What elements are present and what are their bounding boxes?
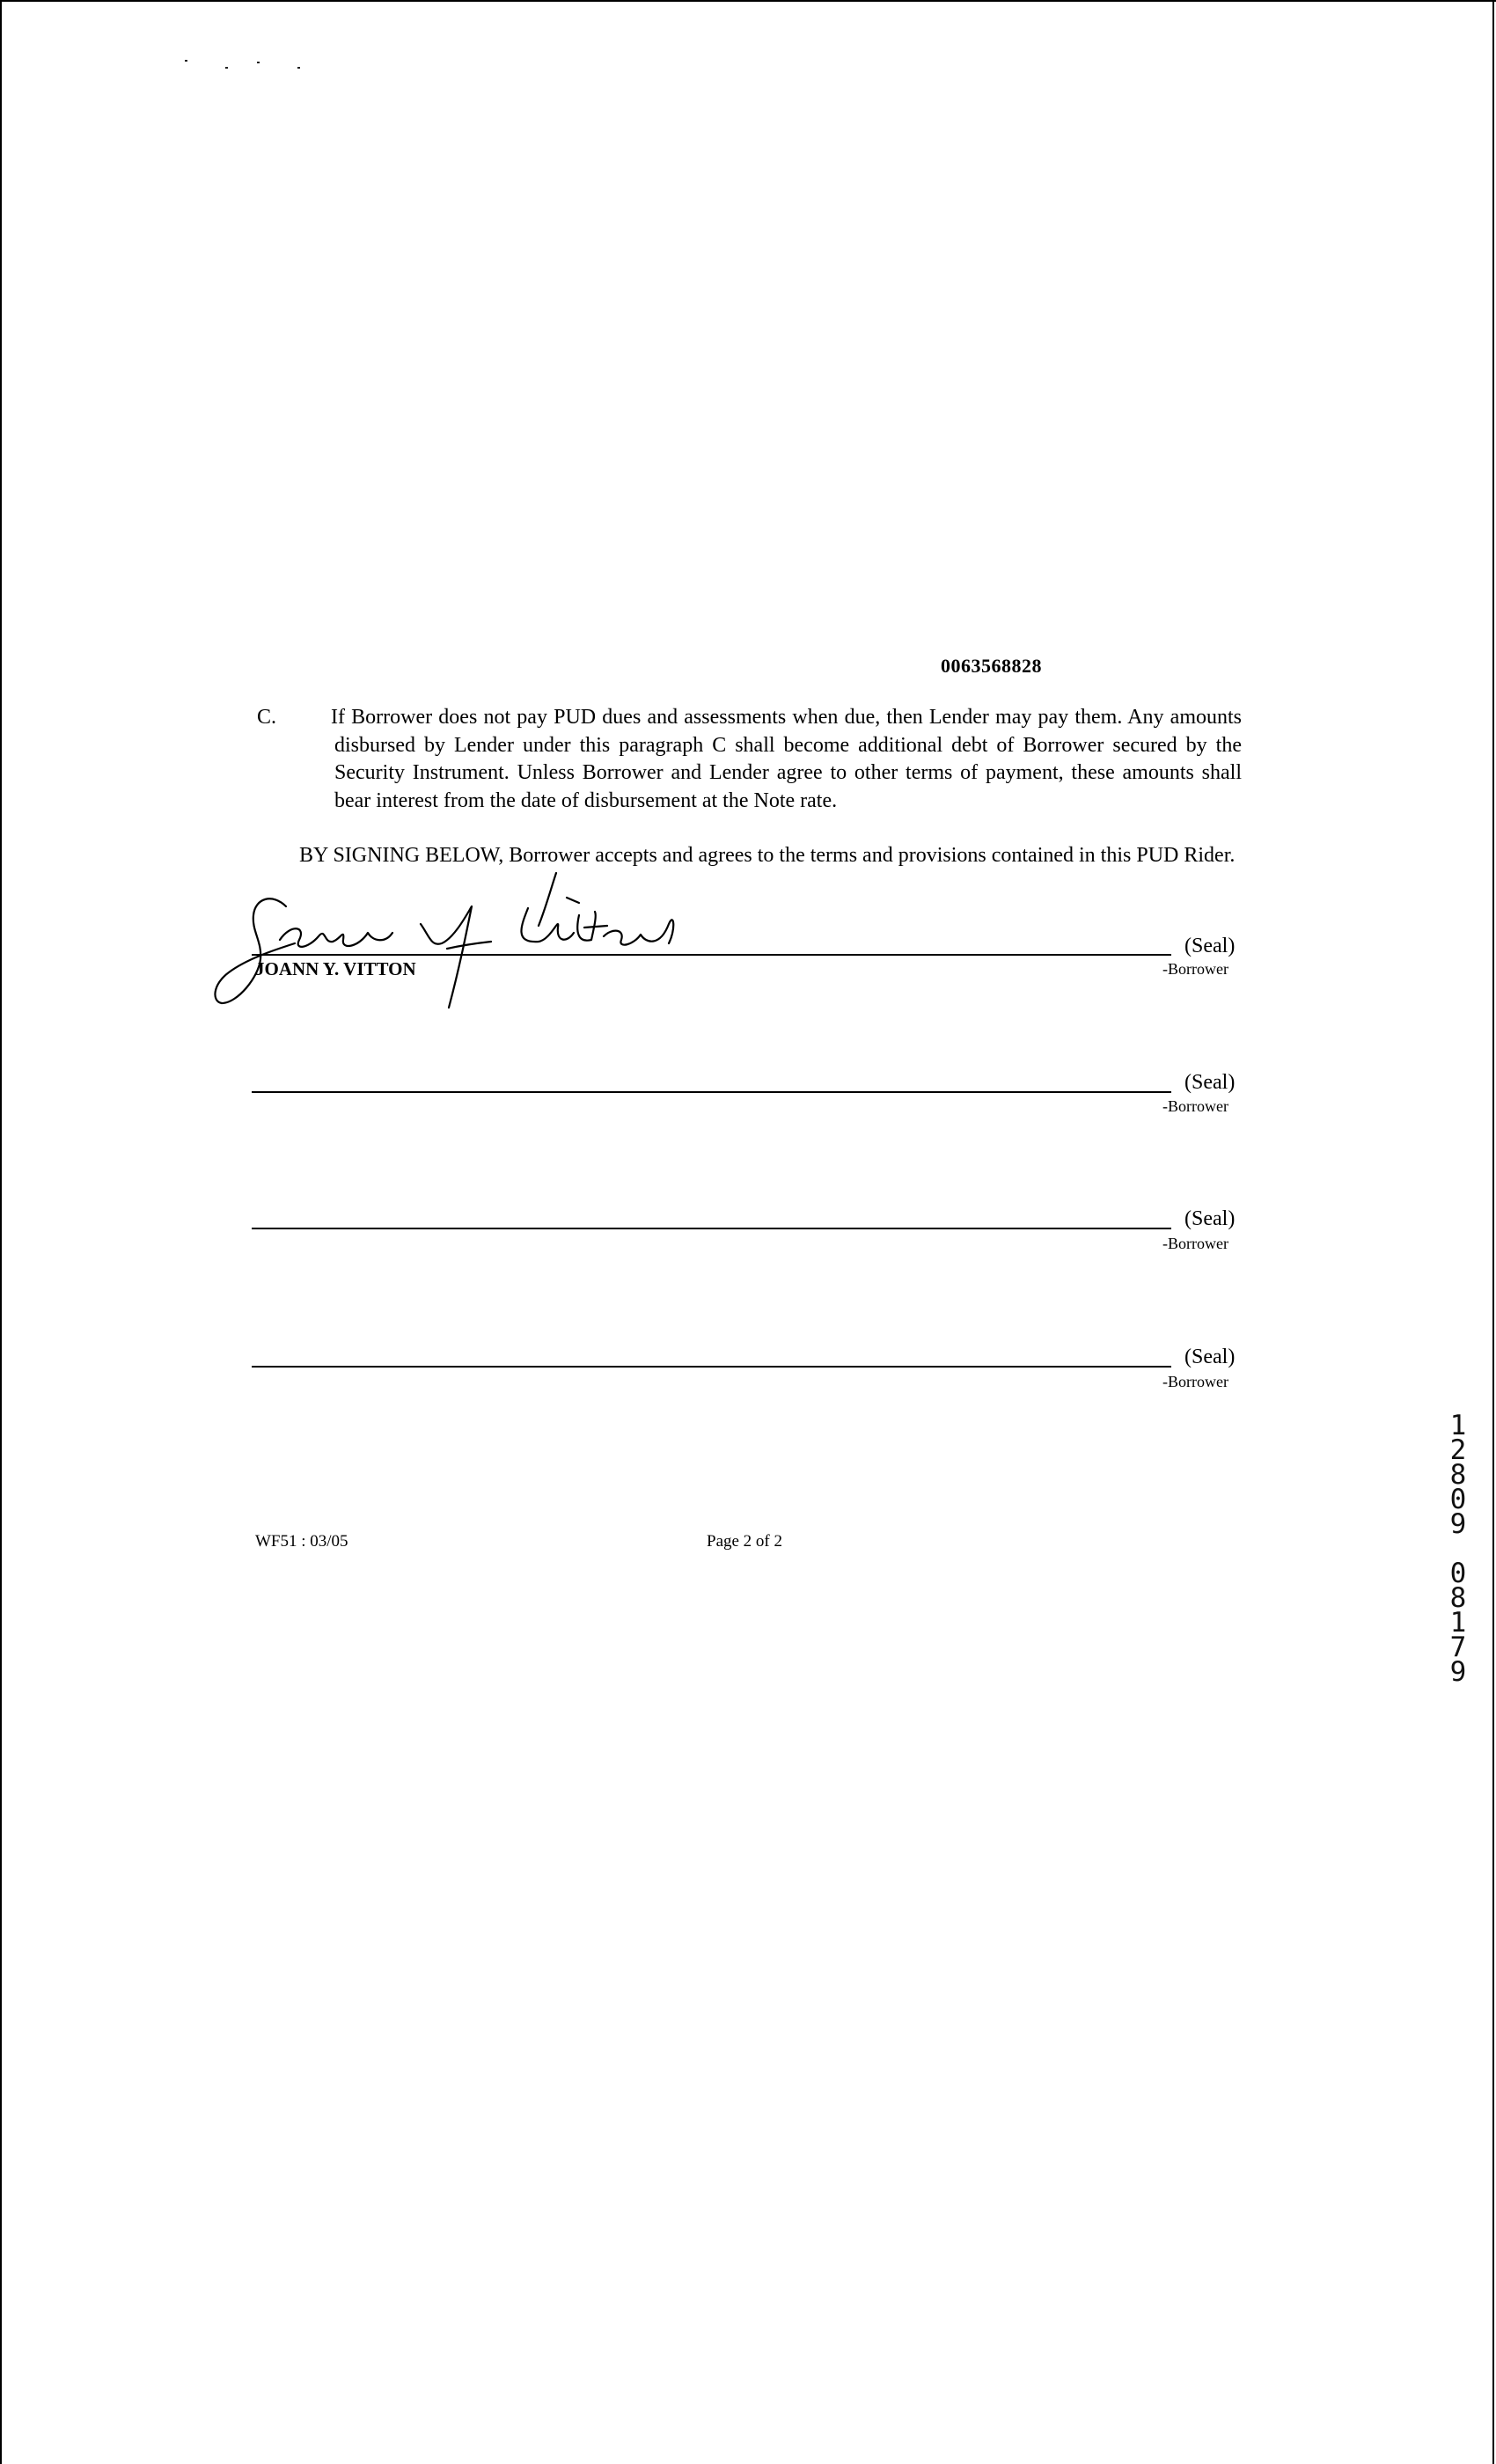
stamp-digit: 1: [1449, 1410, 1467, 1441]
signing-statement: BY SIGNING BELOW, Borrower accepts and agrees to the terms and provisions contained in this PUD Rider.: [299, 844, 1236, 867]
stamp-digit: 0: [1449, 1484, 1467, 1515]
seal-label: (Seal): [1184, 1071, 1236, 1094]
stamp-digit: 8: [1449, 1582, 1467, 1614]
stamp-digit: 1: [1449, 1607, 1467, 1639]
stamp-digit: 9: [1449, 1508, 1467, 1540]
page-number: Page 2 of 2: [707, 1532, 783, 1551]
signature-line: [252, 1228, 1171, 1229]
stamp-digit: 9: [1449, 1656, 1467, 1688]
stamp-digit: 7: [1449, 1632, 1467, 1663]
borrower-printed-name: JOANN Y. VITTON: [255, 958, 416, 979]
handwritten-signature: [211, 862, 704, 1012]
scan-speck: [257, 62, 260, 63]
form-code: WF51 : 03/05: [255, 1532, 348, 1551]
scan-top-edge: [0, 0, 1496, 2]
scan-speck: [225, 67, 228, 69]
signature-line: [252, 1091, 1171, 1093]
scan-right-edge: [1492, 0, 1494, 2464]
borrower-role-label: -Borrower: [1162, 1373, 1228, 1390]
recording-stamp: [1443, 1410, 1473, 1688]
scan-speck: [297, 67, 300, 69]
paragraph-c: [257, 704, 1242, 815]
seal-label: (Seal): [1184, 1207, 1236, 1230]
stamp-digit: 8: [1449, 1459, 1467, 1491]
paragraph-c-letter: C.: [257, 706, 277, 729]
borrower-role-label: -Borrower: [1162, 1097, 1228, 1115]
stamp-digit: 2: [1449, 1434, 1467, 1466]
loan-number: 0063568828: [941, 655, 1042, 677]
seal-label: (Seal): [1184, 1346, 1236, 1368]
seal-label: (Seal): [1184, 935, 1236, 957]
stamp-digit: 0: [1449, 1558, 1467, 1589]
borrower-role-label: -Borrower: [1162, 960, 1228, 978]
signature-line: [252, 1366, 1171, 1368]
scan-left-edge: [0, 0, 2, 2464]
signature-line: [252, 954, 1171, 956]
borrower-role-label: -Borrower: [1162, 1235, 1228, 1252]
paragraph-c-text: If Borrower does not pay PUD dues and assessments when due, then Lender may pay them. Any amounts disbursed by Lender under this paragraph C shall become additional debt of Borrower secured by the Security Instrument. Unless Borrower and Lender agree to other terms of payment, these amounts shall bear interest from the date of disbursement at the Note rate.: [331, 706, 1242, 812]
scan-speck: [185, 60, 187, 62]
